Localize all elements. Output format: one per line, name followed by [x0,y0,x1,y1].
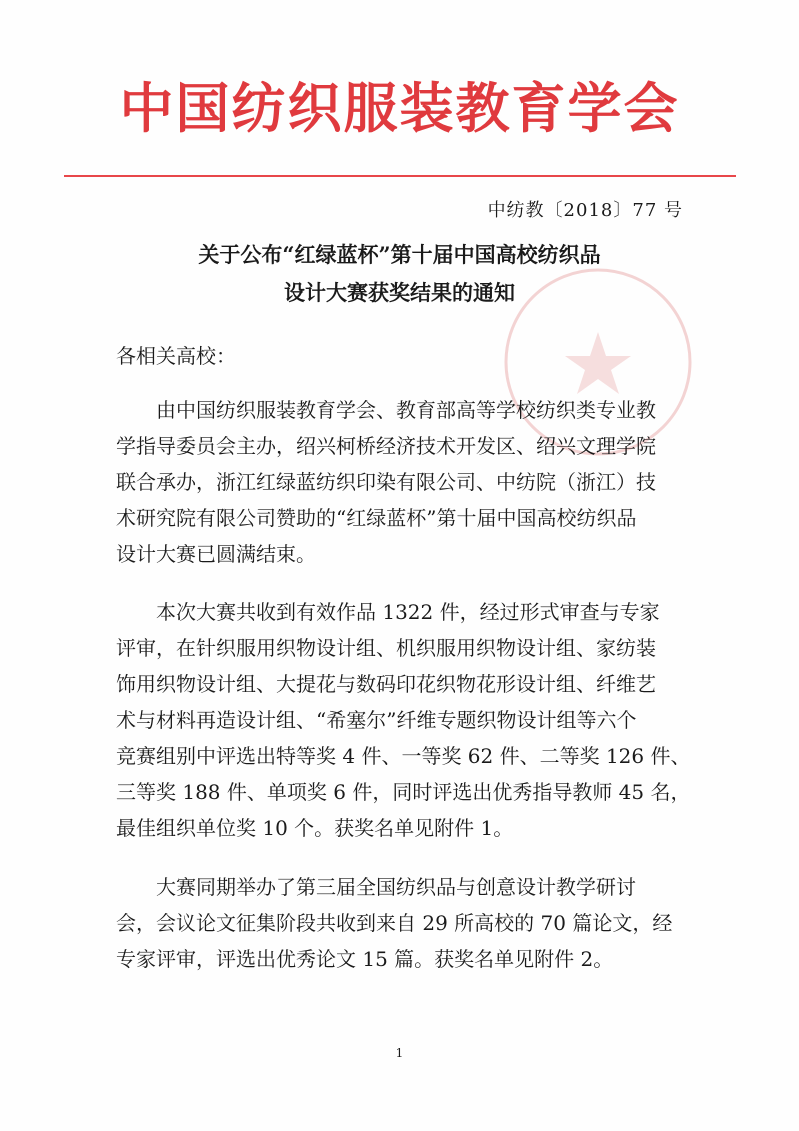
body-paragraph-1 [116,392,690,572]
page-number: 1 [395,1046,404,1060]
paragraph-line: 最佳组织单位奖 10 个。获奖名单见附件 1。 [116,816,514,840]
paragraph-line: 三等奖 188 件、单项奖 6 件，同时评选出优秀指导教师 45 名， [116,780,691,804]
document-title-line-2: 设计大赛获奖结果的通知 [284,280,515,305]
paragraph-line: 会，会议论文征集阶段共收到来自 29 所高校的 70 篇论文，经 [116,911,673,935]
paragraph-line: 术研究院有限公司赞助的“红绿蓝杯”第十届中国高校纺织品 [116,506,637,530]
paragraph-line: 评审，在针织服用织物设计组、机织服用织物设计组、家纺装 [116,636,656,660]
paragraph-line: 专家评审，评选出优秀论文 15 篇。获奖名单见附件 2。 [116,947,614,971]
paragraph-line: 联合承办，浙江红绿蓝纺织印染有限公司、中纺院（浙江）技 [116,470,656,494]
salutation: 各相关高校： [116,344,236,368]
paragraph-line: 由中国纺织服装教育学会、教育部高等学校纺织类专业教 [156,398,656,422]
paragraph-line: 学指导委员会主办，绍兴柯桥经济技术开发区、绍兴文理学院 [116,434,656,458]
document-title [0,236,799,312]
paragraph-line: 本次大赛共收到有效作品 1322 件，经过形式审查与专家 [156,600,660,624]
letterhead-red-rule [64,175,736,177]
paragraph-line: 术与材料再造设计组、“希塞尔”纤维专题织物设计组等六个 [116,708,637,732]
paragraph-line: 饰用织物设计组、大提花与数码印花织物花形设计组、纤维艺 [116,672,656,696]
document-title-line-1: 关于公布“红绿蓝杯”第十届中国高校纺织品 [198,242,601,267]
body-paragraph-3 [116,869,690,977]
paragraph-line: 竞赛组别中评选出特等奖 4 件、一等奖 62 件、二等奖 126 件、 [116,744,691,768]
paragraph-line: 大赛同期举办了第三届全国纺织品与创意设计教学研讨 [156,875,636,899]
organization-letterhead-title: 中国纺织服装教育学会 [119,77,680,140]
body-paragraph-2 [116,594,690,846]
paragraph-line: 设计大赛已圆满结束。 [116,542,316,566]
document-number: 中纺教〔2018〕77 号 [487,200,683,221]
